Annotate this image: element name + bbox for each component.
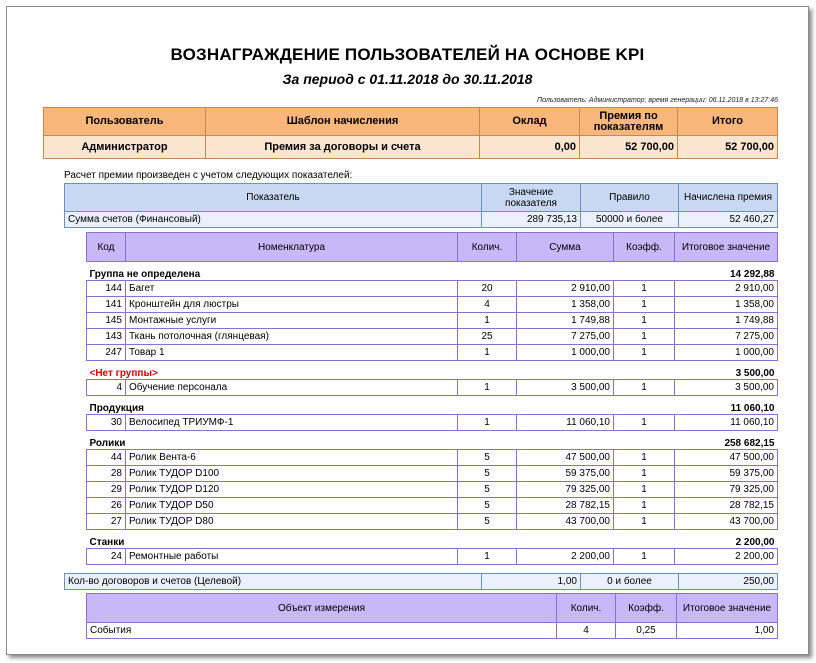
indicator-header-name: Показатель [65,184,482,212]
group-row [87,396,778,415]
item-result: 47 500,00 [675,450,778,466]
group-total: 3 500,00 [675,361,778,380]
table-row [87,281,778,297]
item-qty: 5 [458,482,517,498]
item-qty: 5 [458,498,517,514]
item-result: 1 749,88 [675,313,778,329]
event-result: 1,00 [677,623,778,639]
summary-user: Администратор [44,136,206,159]
table-row [87,450,778,466]
item-result: 43 700,00 [675,514,778,530]
item-code: 44 [87,450,126,466]
group-row [87,262,778,281]
item-code: 26 [87,498,126,514]
item-code: 145 [87,313,126,329]
item-code: 28 [87,466,126,482]
item-sum: 2 200,00 [517,549,614,565]
item-qty: 1 [458,549,517,565]
indicator-bonus: 250,00 [679,574,778,590]
indicator-table-2 [64,573,778,590]
item-name: Ролик ТУДОР D80 [126,514,458,530]
item-sum: 47 500,00 [517,450,614,466]
item-coef: 1 [614,498,675,514]
events-header-object: Объект измерения [87,594,557,623]
item-coef: 1 [614,297,675,313]
items-header-name: Номенклатура [126,233,458,262]
item-sum: 28 782,15 [517,498,614,514]
item-coef: 1 [614,345,675,361]
group-name: Группа не определена [89,269,201,280]
item-coef: 1 [614,466,675,482]
item-name: Монтажные услуги [126,313,458,329]
item-name: Ролик Вента-6 [126,450,458,466]
item-result: 3 500,00 [675,380,778,396]
group-row [87,431,778,450]
item-qty: 1 [458,313,517,329]
report-title: ВОЗНАГРАЖДЕНИЕ ПОЛЬЗОВАТЕЛЕЙ НА ОСНОВЕ KPI [170,45,645,64]
item-qty: 4 [458,297,517,313]
group-total: 11 060,10 [675,396,778,415]
item-sum: 7 275,00 [517,329,614,345]
group-row [87,361,778,380]
table-row [87,313,778,329]
items-header-coef: Коэфф. [614,233,675,262]
indicator-value: 289 735,13 [482,212,581,228]
table-row [87,549,778,565]
item-sum: 11 060,10 [517,415,614,431]
item-coef: 1 [614,415,675,431]
item-name: Ремонтные работы [126,549,458,565]
item-result: 2 910,00 [675,281,778,297]
item-result: 11 060,10 [675,415,778,431]
item-qty: 1 [458,345,517,361]
item-coef: 1 [614,313,675,329]
event-qty: 4 [557,623,616,639]
item-result: 59 375,00 [675,466,778,482]
item-coef: 1 [614,329,675,345]
events-header-result: Итоговое значение [677,594,778,623]
item-coef: 1 [614,549,675,565]
item-qty: 5 [458,466,517,482]
indicator-bonus: 52 460,27 [679,212,778,228]
item-code: 247 [87,345,126,361]
indicator-rule: 50000 и более [581,212,679,228]
group-total: 14 292,88 [675,262,778,281]
indicator-header-rule: Правило [581,184,679,212]
summary-header-user: Пользователь [44,108,206,136]
item-qty: 1 [458,380,517,396]
item-code: 27 [87,514,126,530]
item-name: Ролик ТУДОР D120 [126,482,458,498]
table-row [87,466,778,482]
group-name: <Нет группы> [89,368,158,379]
indicator-table-1 [64,183,778,228]
items-body [87,262,778,565]
item-coef: 1 [614,482,675,498]
summary-bonus: 52 700,00 [580,136,678,159]
events-header-coef: Коэфф. [616,594,677,623]
summary-table [43,107,778,159]
group-total: 258 682,15 [675,431,778,450]
item-code: 4 [87,380,126,396]
group-total: 2 200,00 [675,530,778,549]
item-coef: 1 [614,380,675,396]
summary-total: 52 700,00 [678,136,778,159]
item-code: 24 [87,549,126,565]
table-row [87,482,778,498]
items-header-qty: Колич. [458,233,517,262]
item-sum: 1 749,88 [517,313,614,329]
item-sum: 1 000,00 [517,345,614,361]
item-name: Багет [126,281,458,297]
item-coef: 1 [614,514,675,530]
item-qty: 1 [458,415,517,431]
summary-template: Премия за договоры и счета [206,136,480,159]
summary-header-total: Итого [678,108,778,136]
table-row [87,415,778,431]
indicator-header-value: Значение показателя [482,184,581,212]
report-meta: Пользователь: Администратор; время генерации: 06.11.2018 в 13:27:46 [537,97,778,104]
items-header-code: Код [87,233,126,262]
indicator-rule: 0 и более [581,574,679,590]
item-sum: 1 358,00 [517,297,614,313]
indicator-value: 1,00 [482,574,581,590]
report-period: За период с 01.11.2018 до 30.11.2018 [282,71,533,87]
item-result: 1 358,00 [675,297,778,313]
item-result: 28 782,15 [675,498,778,514]
table-row [87,498,778,514]
item-result: 1 000,00 [675,345,778,361]
report-page [6,6,809,655]
item-sum: 59 375,00 [517,466,614,482]
item-result: 7 275,00 [675,329,778,345]
item-qty: 25 [458,329,517,345]
table-row [87,297,778,313]
item-name: Товар 1 [126,345,458,361]
group-name: Станки [89,537,125,548]
indicator-name: Сумма счетов (Финансовый) [65,212,482,228]
item-qty: 5 [458,514,517,530]
item-code: 143 [87,329,126,345]
table-row [87,514,778,530]
items-header-result: Итоговое значение [675,233,778,262]
item-name: Ткань потолочная (глянцевая) [126,329,458,345]
item-code: 141 [87,297,126,313]
items-table [86,232,778,565]
item-code: 30 [87,415,126,431]
summary-header-template: Шаблон начисления [206,108,480,136]
summary-salary: 0,00 [480,136,580,159]
item-sum: 2 910,00 [517,281,614,297]
item-name: Ролик ТУДОР D50 [126,498,458,514]
item-name: Велосипед ТРИУМФ-1 [126,415,458,431]
summary-header-bonus: Премия по показателям [580,108,678,136]
item-coef: 1 [614,450,675,466]
group-row [87,530,778,549]
event-coef: 0,25 [616,623,677,639]
item-qty: 20 [458,281,517,297]
item-coef: 1 [614,281,675,297]
item-sum: 3 500,00 [517,380,614,396]
item-sum: 79 325,00 [517,482,614,498]
item-code: 29 [87,482,126,498]
table-row [87,329,778,345]
table-row [87,345,778,361]
events-header-qty: Колич. [557,594,616,623]
group-name: Продукция [89,403,144,414]
item-name: Ролик ТУДОР D100 [126,466,458,482]
item-name: Обучение персонала [126,380,458,396]
summary-header-salary: Оклад [480,108,580,136]
indicator-name: Кол-во договоров и счетов (Целевой) [65,574,482,590]
indicator-header-bonus: Начислена премия [679,184,778,212]
calc-note: Расчет премии произведен с учетом следующих показателей: [64,170,353,181]
item-result: 79 325,00 [675,482,778,498]
item-sum: 43 700,00 [517,514,614,530]
table-row [87,380,778,396]
item-qty: 5 [458,450,517,466]
items-header-sum: Сумма [517,233,614,262]
item-code: 144 [87,281,126,297]
item-result: 2 200,00 [675,549,778,565]
event-object: События [87,623,557,639]
group-name: Ролики [89,438,126,449]
events-table [86,593,778,639]
item-name: Кронштейн для люстры [126,297,458,313]
